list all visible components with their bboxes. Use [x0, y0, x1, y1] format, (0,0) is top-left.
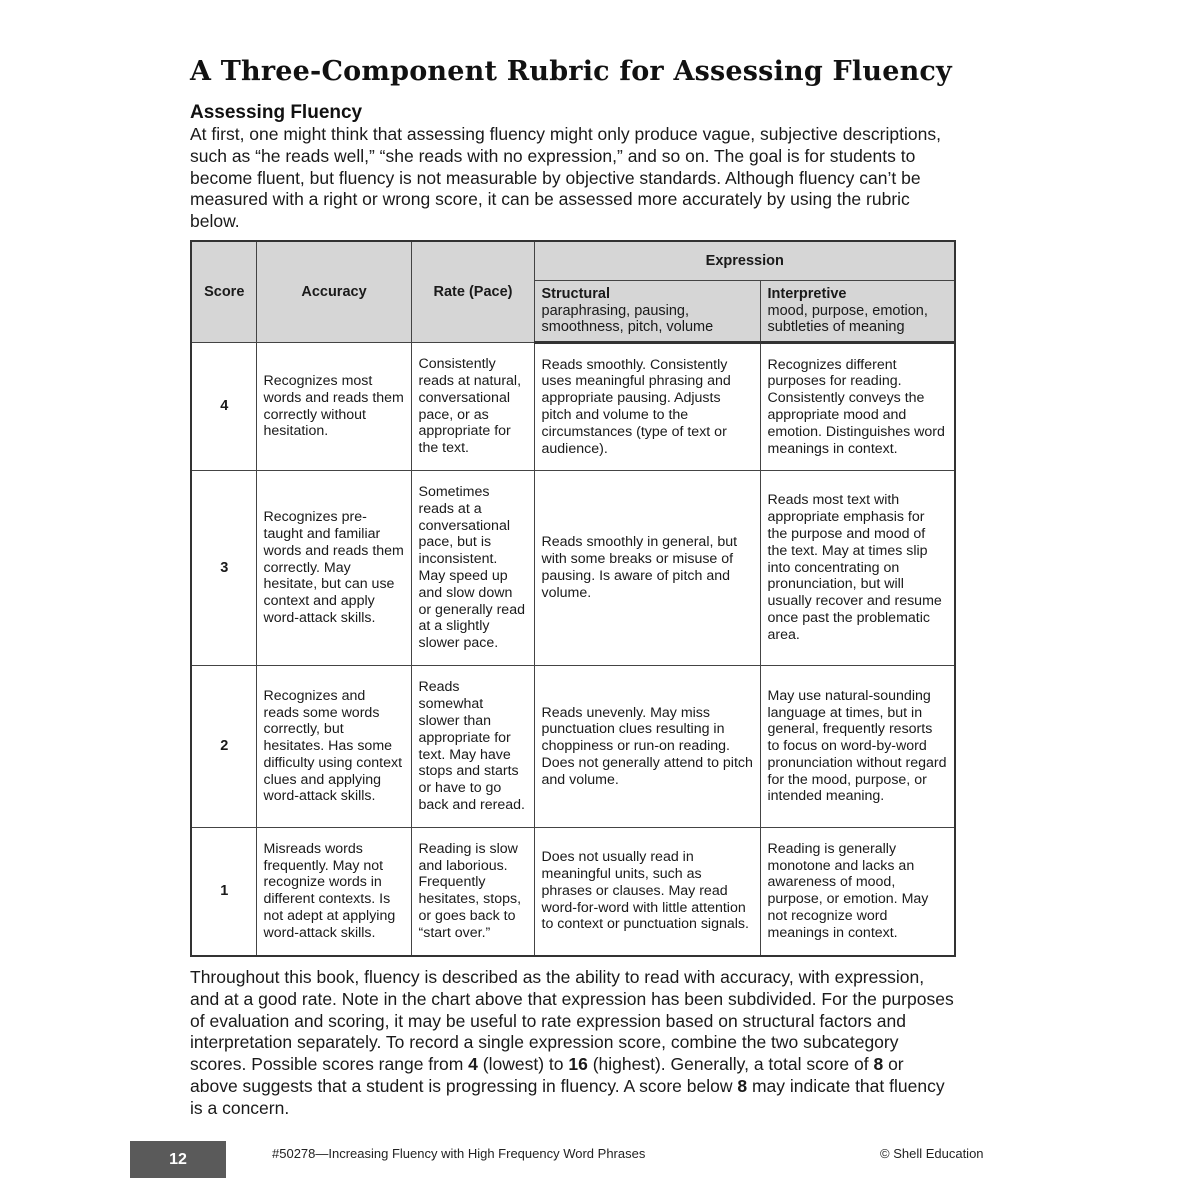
- table-row-score-4: [191, 343, 955, 471]
- cell-score: 2: [191, 666, 256, 828]
- cell-interpretive: Reading is generally monotone and lacks an awareness of mood, purpose, or emotion. May not recognize word meanings in context.: [760, 828, 955, 956]
- cell-structural: Reads unevenly. May miss punctuation clues resulting in choppiness or run-on reading. Does not generally attend to pitch and volume.: [534, 666, 760, 828]
- cell-score: 3: [191, 471, 256, 666]
- cell-structural: Reads smoothly. Consistently uses meaningful phrasing and appropriate pausing. Adjusts pitch and volume to the circumstances (type of text or audience).: [534, 343, 760, 471]
- header-interpretive-desc: mood, purpose, emotion, subtleties of meaning: [767, 302, 928, 336]
- closing-text: or above suggests that a student is progressing in fluency. A score below: [190, 1054, 904, 1096]
- header-expression: Expression: [534, 241, 955, 281]
- progress-threshold: 8: [873, 1054, 884, 1075]
- publisher-credit: © Shell Education: [880, 1146, 984, 1161]
- header-rate: Rate (Pace): [411, 241, 534, 343]
- table-row-score-1: [191, 828, 955, 956]
- page-title: A Three-Component Rubric for Assessing Fluency: [190, 56, 952, 87]
- cell-rate: Reads somewhat slower than appropriate for text. May have stops and starts or have to go back and reread.: [411, 666, 534, 828]
- table-row-score-2: [191, 666, 955, 828]
- intro-paragraph: At first, one might think that assessing fluency might only produce vague, subjective descriptions, such as “he reads well,” “she reads with no expression,” and so on. The goal is for students to become fluent, but fluency is not measurable by objective standards. Although fluency can’t be measured with a right or wrong score, it can be assessed more accurately by using the rubric below.: [190, 124, 941, 232]
- concern-threshold: 8: [737, 1075, 748, 1096]
- cell-structural: Does not usually read in meaningful units, such as phrases or clauses. May read word-for-word with little attention to context or punctuation signals.: [534, 828, 760, 956]
- book-title: #50278—Increasing Fluency with High Frequency Word Phrases: [272, 1146, 646, 1161]
- header-structural-title: Structural: [541, 285, 610, 302]
- cell-rate: Reading is slow and laborious. Frequently hesitates, stops, or goes back to “start over.”: [411, 828, 534, 956]
- section-heading: Assessing Fluency: [190, 102, 363, 123]
- header-structural-desc: paraphrasing, pausing, smoothness, pitch, volume: [541, 302, 714, 336]
- highest-score: 16: [568, 1054, 588, 1075]
- table-row-score-3: [191, 471, 955, 666]
- closing-text: may indicate that fluency is a concern.: [190, 1075, 945, 1118]
- cell-rate: Consistently reads at natural, conversational pace, or as appropriate for the text.: [411, 343, 534, 471]
- header-row: [191, 241, 955, 281]
- header-accuracy: Accuracy: [256, 241, 411, 343]
- closing-paragraph: [190, 967, 955, 1120]
- cell-rate: Sometimes reads at a conversational pace, but is inconsistent. May speed up and slow down or generally read at a slightly slower pace.: [411, 471, 534, 666]
- cell-accuracy: Recognizes most words and reads them correctly without hesitation.: [256, 343, 411, 471]
- lowest-score: 4: [468, 1054, 478, 1075]
- closing-text: (highest). Generally, a total score of: [587, 1054, 874, 1075]
- cell-interpretive: Reads most text with appropriate emphasis for the purpose and mood of the text. May at times slip into concentrating on pronunciation, but will usually recover and resume once past the problematic area.: [760, 471, 955, 666]
- closing-text: Throughout this book, fluency is described as the ability to read with accuracy, with expression, and at a good rate. Note in the chart above that expression has been subdivided. For the purposes of evaluation and scoring, it may be useful to rate expression based on structural factors and interpretation separately. To record a single expression score, combine the two subcategory scores. Possible scores range from: [190, 967, 954, 1075]
- header-interpretive: [760, 281, 955, 343]
- fluency-rubric-table: [190, 240, 956, 957]
- cell-interpretive: Recognizes different purposes for reading. Consistently conveys the appropriate mood and emotion. Distinguishes word meanings in context.: [760, 343, 955, 471]
- cell-score: 4: [191, 343, 256, 471]
- cell-accuracy: Recognizes pre-taught and familiar words and reads them correctly. May hesitate, but can use context and apply word-attack skills.: [256, 471, 411, 666]
- cell-interpretive: May use natural-sounding language at times, but in general, frequently resorts to focus on word-by-word pronunciation without regard for the mood, purpose, or intended meaning.: [760, 666, 955, 828]
- cell-structural: Reads smoothly in general, but with some breaks or misuse of pausing. Is aware of pitch and volume.: [534, 471, 760, 666]
- cell-score: 1: [191, 828, 256, 956]
- header-structural: [534, 281, 760, 343]
- header-interpretive-title: Interpretive: [767, 285, 847, 302]
- closing-text: (lowest) to: [477, 1054, 569, 1075]
- cell-accuracy: Misreads words frequently. May not recognize words in different contexts. Is not adept at applying word-attack skills.: [256, 828, 411, 956]
- header-score: Score: [191, 241, 256, 343]
- page-number: 12: [130, 1141, 226, 1178]
- cell-accuracy: Recognizes and reads some words correctly, but hesitates. Has some difficulty using context clues and applying word-attack skills.: [256, 666, 411, 828]
